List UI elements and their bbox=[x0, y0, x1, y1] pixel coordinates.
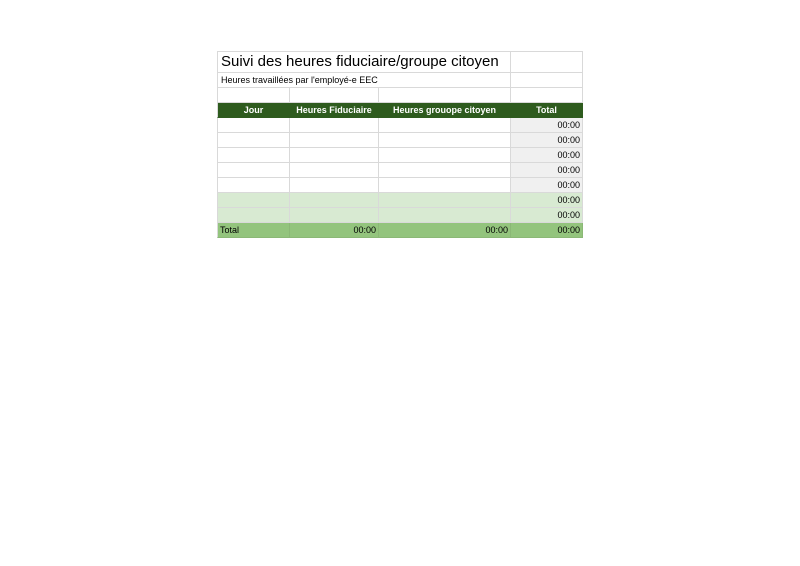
table-row bbox=[217, 118, 583, 133]
jour-cell[interactable] bbox=[217, 193, 290, 208]
fiduciaire-cell[interactable] bbox=[290, 178, 379, 193]
total-row bbox=[217, 223, 583, 238]
groupe-cell[interactable] bbox=[379, 133, 511, 148]
blank-row bbox=[217, 88, 583, 103]
empty-cell[interactable] bbox=[511, 52, 583, 73]
sheet-subtitle[interactable]: Heures travaillées par l'employé-e EEC bbox=[217, 73, 511, 88]
table-row-weekend bbox=[217, 193, 583, 208]
groupe-cell[interactable] bbox=[379, 208, 511, 223]
fiduciaire-cell[interactable] bbox=[290, 163, 379, 178]
empty-cell[interactable] bbox=[217, 88, 290, 103]
fiduciaire-cell[interactable] bbox=[290, 148, 379, 163]
table-row bbox=[217, 163, 583, 178]
jour-cell[interactable] bbox=[217, 148, 290, 163]
fiduciaire-cell[interactable] bbox=[290, 208, 379, 223]
table-row-weekend bbox=[217, 208, 583, 223]
subtitle-row bbox=[217, 73, 583, 88]
total-cell[interactable]: 00:00 bbox=[511, 118, 583, 133]
empty-cell[interactable] bbox=[511, 88, 583, 103]
table-row bbox=[217, 178, 583, 193]
header-heures-groupe[interactable]: Heures grouope citoyen bbox=[379, 103, 511, 118]
table-row bbox=[217, 148, 583, 163]
groupe-cell[interactable] bbox=[379, 118, 511, 133]
jour-cell[interactable] bbox=[217, 133, 290, 148]
groupe-cell[interactable] bbox=[379, 148, 511, 163]
total-cell[interactable]: 00:00 bbox=[511, 148, 583, 163]
total-cell[interactable]: 00:00 bbox=[511, 163, 583, 178]
empty-cell[interactable] bbox=[290, 88, 379, 103]
total-fiduciaire[interactable]: 00:00 bbox=[290, 223, 379, 238]
fiduciaire-cell[interactable] bbox=[290, 118, 379, 133]
table-row bbox=[217, 133, 583, 148]
header-heures-fiduciaire[interactable]: Heures Fiduciaire bbox=[290, 103, 379, 118]
groupe-cell[interactable] bbox=[379, 178, 511, 193]
table-header bbox=[217, 103, 583, 118]
sheet-title[interactable]: Suivi des heures fiduciaire/groupe citoyen bbox=[217, 52, 511, 73]
groupe-cell[interactable] bbox=[379, 193, 511, 208]
jour-cell[interactable] bbox=[217, 163, 290, 178]
total-cell[interactable]: 00:00 bbox=[511, 133, 583, 148]
total-cell[interactable]: 00:00 bbox=[511, 178, 583, 193]
total-label[interactable]: Total bbox=[217, 223, 290, 238]
groupe-cell[interactable] bbox=[379, 163, 511, 178]
header-total[interactable]: Total bbox=[511, 103, 583, 118]
empty-cell[interactable] bbox=[511, 73, 583, 88]
header-jour[interactable]: Jour bbox=[217, 103, 290, 118]
total-grand[interactable]: 00:00 bbox=[511, 223, 583, 238]
title-row bbox=[217, 51, 583, 73]
spreadsheet bbox=[217, 51, 583, 238]
empty-cell[interactable] bbox=[379, 88, 511, 103]
jour-cell[interactable] bbox=[217, 118, 290, 133]
total-groupe[interactable]: 00:00 bbox=[379, 223, 511, 238]
fiduciaire-cell[interactable] bbox=[290, 193, 379, 208]
jour-cell[interactable] bbox=[217, 178, 290, 193]
fiduciaire-cell[interactable] bbox=[290, 133, 379, 148]
jour-cell[interactable] bbox=[217, 208, 290, 223]
total-cell[interactable]: 00:00 bbox=[511, 208, 583, 223]
total-cell[interactable]: 00:00 bbox=[511, 193, 583, 208]
